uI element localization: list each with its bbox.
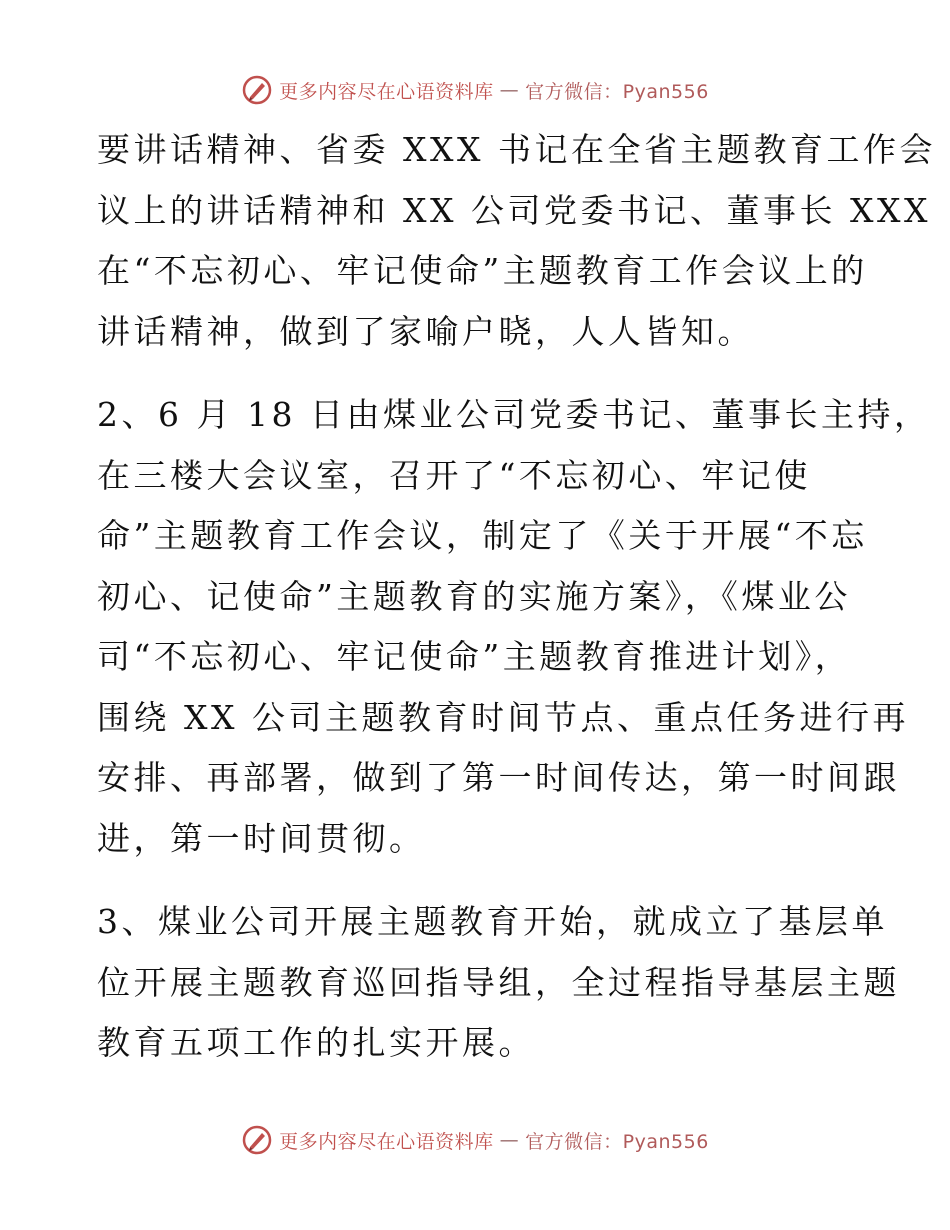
header-banner bbox=[0, 70, 950, 110]
text-line: 司“不忘初心、牢记使命”主题教育推进计划》， bbox=[97, 637, 852, 676]
text-line: 在“不忘初心、牢记使命”主题教育工作会议上的 bbox=[97, 251, 868, 290]
text-line: 在三楼大会议室，召开了“不忘初心、牢记使 bbox=[97, 455, 811, 495]
paragraph-1 bbox=[97, 120, 936, 362]
text-line: 3、煤业公司开展主题教育开始，就成立了基层单 bbox=[97, 902, 888, 941]
paragraph-gap bbox=[97, 869, 857, 892]
text-line: 教育五项工作的扎实开展。 bbox=[97, 1023, 535, 1062]
banner-wechat: 官方微信：Pyan556 bbox=[525, 1130, 709, 1153]
document-body bbox=[97, 120, 936, 1074]
text-line: 要讲话精神、省委 XXX 书记在全省主题教育工作会 bbox=[97, 130, 936, 169]
banner-title: 更多内容尽在心语资料库 bbox=[279, 80, 494, 103]
pen-logo-icon bbox=[241, 74, 273, 106]
text-line: 位开展主题教育巡回指导组，全过程指导基层主题 bbox=[97, 962, 900, 1002]
paragraph-2 bbox=[97, 385, 931, 869]
banner-title: 更多内容尽在心语资料库 bbox=[279, 1130, 494, 1153]
text-line: 命”主题教育工作会议，制定了《关于开展“不忘 bbox=[97, 516, 868, 555]
banner-separator: — bbox=[499, 79, 520, 101]
text-line: 初心、记使命”主题教育的实施方案》，《煤业公 bbox=[97, 576, 851, 616]
footer-banner bbox=[0, 1120, 950, 1160]
text-line: 围绕 XX 公司主题教育时间节点、重点任务进行再 bbox=[97, 697, 909, 737]
banner-wechat: 官方微信：Pyan556 bbox=[525, 80, 709, 103]
text-line: 2、6 月 18 日由煤业公司党委书记、董事长主持， bbox=[97, 395, 931, 434]
text-line: 进，第一时间贯彻。 bbox=[97, 818, 426, 858]
banner-separator: — bbox=[499, 1129, 520, 1151]
text-line: 讲话精神，做到了家喻户晓，人人皆知。 bbox=[97, 311, 754, 351]
paragraph-gap bbox=[97, 362, 857, 385]
text-line: 安排、再部署，做到了第一时间传达，第一时间跟 bbox=[97, 758, 900, 797]
pen-logo-icon bbox=[241, 1124, 273, 1156]
text-line: 议上的讲话精神和 XX 公司党委书记、董事长 XXX bbox=[97, 190, 931, 230]
paragraph-3 bbox=[97, 892, 900, 1074]
